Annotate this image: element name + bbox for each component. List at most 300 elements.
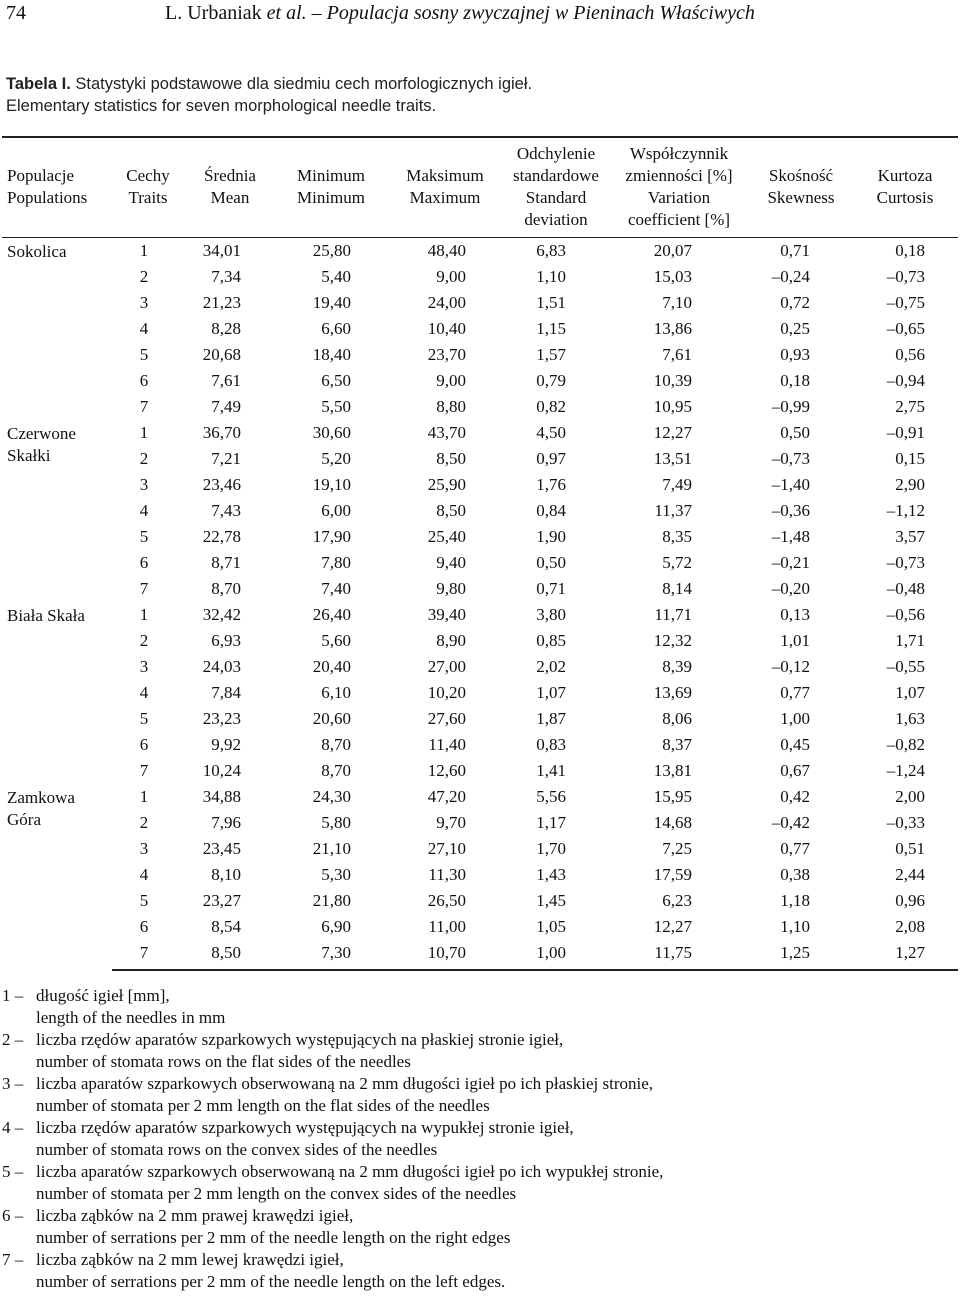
cell-variation-coefficient: 12,27 <box>653 423 692 442</box>
cell-skewness: 0,72 <box>780 293 810 312</box>
caption-polish-line <box>6 73 946 95</box>
cell-trait: 5 <box>139 527 149 546</box>
cell-maximum: 47,20 <box>427 787 466 806</box>
cell-kurtosis: 2,75 <box>895 397 925 416</box>
cell-mean: 23,27 <box>202 891 241 910</box>
cell-standard-deviation: 0,83 <box>536 735 566 754</box>
cell-trait: 7 <box>139 397 149 416</box>
population-name <box>2 420 112 602</box>
legend-polish: liczba aparatów szparkowych obserwowaną na 2 mm długości igieł po ich wypukłej stronie, <box>36 1162 664 1181</box>
cell-trait: 5 <box>139 891 149 910</box>
cell-variation-coefficient: 12,27 <box>653 917 692 936</box>
cell-kurtosis: –0,48 <box>886 579 925 598</box>
cell-standard-deviation: 0,82 <box>536 397 566 416</box>
cell-skewness: 1,01 <box>780 631 810 650</box>
cell-minimum: 18,40 <box>312 345 351 364</box>
legend-item <box>2 1249 952 1293</box>
table-row <box>2 810 958 836</box>
cell-trait: 7 <box>139 761 149 780</box>
cell-maximum: 23,70 <box>427 345 466 364</box>
cell-minimum: 7,30 <box>276 940 386 970</box>
col-header-kurtosis: Kurtoza Curtosis <box>852 137 958 238</box>
cell-variation-coefficient: 11,71 <box>654 605 692 624</box>
cell-standard-deviation: 6,83 <box>536 241 566 260</box>
cell-minimum: 6,10 <box>321 683 351 702</box>
cell-minimum: 5,50 <box>321 397 351 416</box>
cell-minimum: 7,40 <box>321 579 351 598</box>
table-caption <box>6 73 946 117</box>
table-row <box>2 238 958 265</box>
cell-mean: 22,78 <box>202 527 241 546</box>
cell-maximum: 8,50 <box>436 501 466 520</box>
table-row <box>2 602 958 628</box>
cell-maximum: 8,90 <box>436 631 466 650</box>
col-header-trait: Cechy Traits <box>112 137 184 238</box>
cell-variation-coefficient: 12,32 <box>653 631 692 650</box>
table-body <box>2 238 958 971</box>
cell-trait: 1 <box>139 605 149 624</box>
cell-standard-deviation: 1,07 <box>536 683 566 702</box>
cell-variation-coefficient: 10,95 <box>653 397 692 416</box>
cell-mean: 6,93 <box>211 631 241 650</box>
cell-trait: 3 <box>139 657 149 676</box>
legend-polish: liczba rzędów aparatów szparkowych występujących na wypukłej stronie igieł, <box>36 1118 574 1137</box>
cell-trait: 2 <box>139 449 149 468</box>
cell-variation-coefficient: 20,07 <box>653 241 692 260</box>
cell-mean: 23,46 <box>202 475 241 494</box>
population-name <box>2 784 112 970</box>
table-row <box>2 290 958 316</box>
cell-kurtosis: 0,56 <box>895 345 925 364</box>
cell-minimum: 25,80 <box>312 241 351 260</box>
cell-maximum: 10,20 <box>427 683 466 702</box>
cell-skewness: 1,00 <box>780 709 810 728</box>
caption-english: Elementary statistics for seven morphological needle traits. <box>6 97 437 115</box>
cell-kurtosis: –0,91 <box>886 423 925 442</box>
population-name-line: Biała Skała <box>7 606 85 625</box>
cell-standard-deviation: 3,80 <box>536 605 566 624</box>
col-header-population: Populacje Populations <box>2 137 112 238</box>
table-row <box>2 446 958 472</box>
cell-mean: 7,96 <box>211 813 241 832</box>
cell-skewness: 0,45 <box>780 735 810 754</box>
cell-mean: 7,43 <box>211 501 241 520</box>
table-row <box>2 940 958 970</box>
cell-kurtosis: –0,94 <box>886 371 925 390</box>
cell-kurtosis: –0,56 <box>886 605 925 624</box>
cell-maximum: 11,30 <box>428 865 466 884</box>
legend-polish: liczba aparatów szparkowych obserwowaną na 2 mm długości igieł po ich płaskiej stronie, <box>36 1074 654 1093</box>
cell-maximum: 12,60 <box>427 761 466 780</box>
cell-maximum: 27,60 <box>427 709 466 728</box>
cell-minimum: 26,40 <box>312 605 351 624</box>
cell-trait: 3 <box>139 839 149 858</box>
cell-trait: 1 <box>139 241 149 260</box>
cell-variation-coefficient: 10,39 <box>653 371 692 390</box>
cell-variation-coefficient: 8,35 <box>662 527 692 546</box>
running-title <box>165 2 755 25</box>
cell-skewness: –0,73 <box>771 449 810 468</box>
cell-skewness: 0,38 <box>780 865 810 884</box>
cell-skewness: 0,18 <box>780 371 810 390</box>
cell-maximum: 43,70 <box>427 423 466 442</box>
cell-mean: 23,45 <box>202 839 241 858</box>
legend-item <box>2 985 952 1029</box>
legend-number: 3 – <box>2 1074 24 1093</box>
legend-number: 7 – <box>2 1250 24 1269</box>
legend-number: 1 – <box>2 986 24 1005</box>
cell-standard-deviation: 1,70 <box>536 839 566 858</box>
cell-standard-deviation: 0,79 <box>536 371 566 390</box>
cell-minimum: 5,80 <box>321 813 351 832</box>
cell-maximum: 11,40 <box>428 735 466 754</box>
legend-number: 6 – <box>2 1206 24 1225</box>
cell-mean: 21,23 <box>202 293 241 312</box>
cell-standard-deviation: 1,87 <box>536 709 566 728</box>
cell-mean: 8,10 <box>211 865 241 884</box>
cell-minimum: 20,40 <box>312 657 351 676</box>
legend-item <box>2 1205 952 1249</box>
caption-polish: Statystyki podstawowe dla siedmiu cech morfologicznych igieł. <box>75 75 533 93</box>
cell-minimum: 20,60 <box>312 709 351 728</box>
cell-kurtosis: –0,55 <box>886 657 925 676</box>
table-row <box>2 472 958 498</box>
cell-mean: 34,88 <box>202 787 241 806</box>
table-row <box>2 628 958 654</box>
cell-skewness: 1,25 <box>750 940 852 970</box>
cell-maximum: 8,50 <box>436 449 466 468</box>
table-header <box>2 137 958 238</box>
cell-trait: 4 <box>139 319 149 338</box>
cell-kurtosis: 0,15 <box>895 449 925 468</box>
cell-variation-coefficient: 7,49 <box>662 475 692 494</box>
legend-number: 4 – <box>2 1118 24 1137</box>
cell-minimum: 6,90 <box>321 917 351 936</box>
table-row <box>2 368 958 394</box>
cell-variation-coefficient: 8,37 <box>662 735 692 754</box>
cell-mean: 7,21 <box>211 449 241 468</box>
cell-kurtosis: 1,71 <box>895 631 925 650</box>
cell-maximum: 25,40 <box>427 527 466 546</box>
cell-variation-coefficient: 5,72 <box>662 553 692 572</box>
cell-standard-deviation: 1,41 <box>536 761 566 780</box>
cell-skewness: 0,50 <box>780 423 810 442</box>
cell-variation-coefficient: 6,23 <box>662 891 692 910</box>
col-header-standard-deviation: Odchylenie standardowe Standard deviation <box>504 137 608 238</box>
cell-skewness: 0,42 <box>780 787 810 806</box>
caption-label: Tabela I. <box>6 75 71 93</box>
table-row <box>2 758 958 784</box>
cell-minimum: 5,60 <box>321 631 351 650</box>
legend-number: 5 – <box>2 1162 24 1181</box>
cell-minimum: 5,20 <box>321 449 351 468</box>
cell-mean: 23,23 <box>202 709 241 728</box>
cell-trait: 4 <box>139 501 149 520</box>
cell-trait: 6 <box>139 917 149 936</box>
population-name-line: Zamkowa <box>7 788 75 807</box>
cell-kurtosis: –0,82 <box>886 735 925 754</box>
cell-minimum: 24,30 <box>312 787 351 806</box>
cell-minimum: 19,40 <box>312 293 351 312</box>
cell-standard-deviation: 1,17 <box>536 813 566 832</box>
cell-mean: 7,34 <box>211 267 241 286</box>
cell-trait: 7 <box>112 940 184 970</box>
cell-minimum: 6,00 <box>321 501 351 520</box>
cell-variation-coefficient: 8,06 <box>662 709 692 728</box>
cell-maximum: 10,40 <box>427 319 466 338</box>
cell-kurtosis: 0,96 <box>895 891 925 910</box>
legend-polish: liczba rzędów aparatów szparkowych występujących na płaskiej stronie igieł, <box>36 1030 564 1049</box>
table-row <box>2 264 958 290</box>
legend-english: number of stomata per 2 mm length on the flat sides of the needles <box>36 1096 490 1115</box>
cell-variation-coefficient: 8,39 <box>662 657 692 676</box>
cell-kurtosis: 2,08 <box>895 917 925 936</box>
running-header <box>0 2 960 26</box>
cell-skewness: –0,42 <box>771 813 810 832</box>
cell-maximum: 9,70 <box>436 813 466 832</box>
cell-skewness: 0,71 <box>780 241 810 260</box>
legend-number: 2 – <box>2 1030 24 1049</box>
cell-maximum: 9,80 <box>436 579 466 598</box>
cell-minimum: 5,30 <box>321 865 351 884</box>
cell-trait: 6 <box>139 553 149 572</box>
cell-maximum: 27,00 <box>427 657 466 676</box>
cell-variation-coefficient: 7,10 <box>662 293 692 312</box>
table-row <box>2 784 958 810</box>
cell-maximum: 9,00 <box>436 267 466 286</box>
cell-standard-deviation: 1,45 <box>536 891 566 910</box>
cell-minimum: 17,90 <box>312 527 351 546</box>
cell-kurtosis: –0,73 <box>886 553 925 572</box>
cell-trait: 6 <box>139 735 149 754</box>
cell-kurtosis: 3,57 <box>895 527 925 546</box>
population-name-line: Czerwone <box>7 424 76 443</box>
cell-standard-deviation: 1,00 <box>504 940 608 970</box>
cell-skewness: 1,18 <box>780 891 810 910</box>
cell-minimum: 5,40 <box>321 267 351 286</box>
running-title-et-al: et al. <box>266 2 307 24</box>
cell-maximum: 27,10 <box>427 839 466 858</box>
cell-skewness: 0,77 <box>780 683 810 702</box>
cell-minimum: 6,50 <box>321 371 351 390</box>
cell-kurtosis: –0,65 <box>886 319 925 338</box>
cell-standard-deviation: 1,57 <box>536 345 566 364</box>
col-header-maximum: Maksimum Maximum <box>386 137 504 238</box>
cell-skewness: 0,93 <box>780 345 810 364</box>
cell-minimum: 7,80 <box>321 553 351 572</box>
population-name <box>2 238 112 421</box>
cell-variation-coefficient: 13,51 <box>653 449 692 468</box>
cell-standard-deviation: 1,05 <box>536 917 566 936</box>
table-row <box>2 550 958 576</box>
cell-skewness: –0,20 <box>771 579 810 598</box>
cell-mean: 7,49 <box>211 397 241 416</box>
cell-kurtosis: 1,07 <box>895 683 925 702</box>
table-row <box>2 394 958 420</box>
cell-trait: 1 <box>139 423 149 442</box>
cell-skewness: 1,10 <box>780 917 810 936</box>
cell-trait: 4 <box>139 865 149 884</box>
cell-kurtosis: 2,00 <box>895 787 925 806</box>
cell-standard-deviation: 1,76 <box>536 475 566 494</box>
legend-english: number of serrations per 2 mm of the needle length on the right edges <box>36 1228 511 1247</box>
cell-standard-deviation: 0,71 <box>536 579 566 598</box>
cell-standard-deviation: 1,15 <box>536 319 566 338</box>
cell-variation-coefficient: 13,86 <box>653 319 692 338</box>
cell-trait: 3 <box>139 475 149 494</box>
cell-variation-coefficient: 8,14 <box>662 579 692 598</box>
cell-kurtosis: 0,18 <box>895 241 925 260</box>
cell-standard-deviation: 0,97 <box>536 449 566 468</box>
cell-trait: 7 <box>139 579 149 598</box>
legend-polish: długość igieł [mm], <box>36 986 170 1005</box>
table-row <box>2 862 958 888</box>
cell-standard-deviation: 2,02 <box>536 657 566 676</box>
population-name-line: Góra <box>7 810 41 829</box>
cell-kurtosis: –0,73 <box>886 267 925 286</box>
cell-maximum: 10,70 <box>386 940 504 970</box>
cell-standard-deviation: 1,51 <box>536 293 566 312</box>
cell-trait: 2 <box>139 813 149 832</box>
cell-mean: 8,28 <box>211 319 241 338</box>
table-row <box>2 654 958 680</box>
table-row <box>2 524 958 550</box>
cell-minimum: 19,10 <box>312 475 351 494</box>
cell-maximum: 9,40 <box>436 553 466 572</box>
cell-maximum: 25,90 <box>427 475 466 494</box>
col-header-skewness: Skośność Skewness <box>750 137 852 238</box>
cell-mean: 36,70 <box>202 423 241 442</box>
legend-item <box>2 1117 952 1161</box>
cell-variation-coefficient: 11,75 <box>608 940 750 970</box>
cell-trait: 2 <box>139 267 149 286</box>
running-title-journal: Populacja sosny zwyczajnej w Pieninach Właściwych <box>326 2 755 24</box>
cell-variation-coefficient: 11,37 <box>654 501 692 520</box>
cell-kurtosis: 1,27 <box>852 940 958 970</box>
cell-skewness: –1,40 <box>771 475 810 494</box>
running-title-dash: – <box>306 2 327 24</box>
cell-standard-deviation: 0,84 <box>536 501 566 520</box>
population-name-line: Skałki <box>7 446 51 465</box>
cell-variation-coefficient: 7,61 <box>662 345 692 364</box>
cell-trait: 4 <box>139 683 149 702</box>
cell-maximum: 48,40 <box>427 241 466 260</box>
table-row <box>2 420 958 446</box>
cell-variation-coefficient: 14,68 <box>653 813 692 832</box>
cell-maximum: 24,00 <box>427 293 466 312</box>
cell-mean: 7,84 <box>211 683 241 702</box>
col-header-minimum: Minimum Minimum <box>276 137 386 238</box>
cell-skewness: –0,12 <box>771 657 810 676</box>
cell-minimum: 21,10 <box>312 839 351 858</box>
cell-minimum: 8,70 <box>321 735 351 754</box>
cell-kurtosis: –0,33 <box>886 813 925 832</box>
table-row <box>2 836 958 862</box>
cell-mean: 8,54 <box>211 917 241 936</box>
legend-item <box>2 1161 952 1205</box>
cell-mean: 7,61 <box>211 371 241 390</box>
cell-kurtosis: 2,44 <box>895 865 925 884</box>
cell-mean: 8,70 <box>211 579 241 598</box>
table-row <box>2 914 958 940</box>
legend-polish: liczba ząbków na 2 mm prawej krawędzi igieł, <box>36 1206 354 1225</box>
cell-variation-coefficient: 15,03 <box>653 267 692 286</box>
cell-kurtosis: –0,75 <box>886 293 925 312</box>
cell-kurtosis: –1,24 <box>886 761 925 780</box>
legend-polish: liczba ząbków na 2 mm lewej krawędzi igieł, <box>36 1250 344 1269</box>
cell-kurtosis: 2,90 <box>895 475 925 494</box>
legend-english: number of stomata per 2 mm length on the convex sides of the needles <box>36 1184 517 1203</box>
cell-skewness: 0,13 <box>780 605 810 624</box>
cell-mean: 34,01 <box>202 241 241 260</box>
cell-variation-coefficient: 7,25 <box>662 839 692 858</box>
cell-variation-coefficient: 17,59 <box>653 865 692 884</box>
cell-minimum: 6,60 <box>321 319 351 338</box>
cell-maximum: 11,00 <box>428 917 466 936</box>
legend-english: number of stomata rows on the flat sides of the needles <box>36 1052 411 1071</box>
cell-variation-coefficient: 13,81 <box>653 761 692 780</box>
cell-maximum: 39,40 <box>427 605 466 624</box>
cell-trait: 2 <box>139 631 149 650</box>
cell-mean: 8,50 <box>184 940 276 970</box>
legend-item <box>2 1029 952 1073</box>
cell-mean: 32,42 <box>202 605 241 624</box>
col-header-variation-coefficient: Współczynnik zmienności [%] Variation coefficient [%] <box>608 137 750 238</box>
cell-skewness: 0,25 <box>780 319 810 338</box>
trait-legend <box>2 985 952 1293</box>
cell-maximum: 8,80 <box>436 397 466 416</box>
cell-skewness: 0,67 <box>780 761 810 780</box>
cell-trait: 3 <box>139 293 149 312</box>
cell-trait: 6 <box>139 371 149 390</box>
cell-skewness: –0,36 <box>771 501 810 520</box>
population-name-line: Sokolica <box>7 242 67 261</box>
cell-minimum: 30,60 <box>312 423 351 442</box>
population-name <box>2 602 112 784</box>
cell-mean: 24,03 <box>202 657 241 676</box>
statistics-table <box>2 136 958 971</box>
cell-mean: 20,68 <box>202 345 241 364</box>
table-row <box>2 316 958 342</box>
table-row <box>2 498 958 524</box>
cell-variation-coefficient: 13,69 <box>653 683 692 702</box>
cell-trait: 5 <box>139 709 149 728</box>
cell-skewness: –1,48 <box>771 527 810 546</box>
cell-standard-deviation: 0,85 <box>536 631 566 650</box>
cell-trait: 1 <box>139 787 149 806</box>
cell-standard-deviation: 5,56 <box>536 787 566 806</box>
cell-mean: 10,24 <box>202 761 241 780</box>
legend-item <box>2 1073 952 1117</box>
cell-mean: 9,92 <box>211 735 241 754</box>
cell-standard-deviation: 1,90 <box>536 527 566 546</box>
cell-skewness: 0,77 <box>780 839 810 858</box>
table-row <box>2 732 958 758</box>
cell-mean: 8,71 <box>211 553 241 572</box>
cell-variation-coefficient: 15,95 <box>653 787 692 806</box>
table-row <box>2 680 958 706</box>
page-number: 74 <box>6 2 26 24</box>
cell-minimum: 21,80 <box>312 891 351 910</box>
cell-maximum: 9,00 <box>436 371 466 390</box>
cell-maximum: 26,50 <box>427 891 466 910</box>
cell-minimum: 8,70 <box>321 761 351 780</box>
cell-trait: 5 <box>139 345 149 364</box>
cell-standard-deviation: 1,10 <box>536 267 566 286</box>
table-row <box>2 706 958 732</box>
table-row <box>2 888 958 914</box>
table-row <box>2 342 958 368</box>
